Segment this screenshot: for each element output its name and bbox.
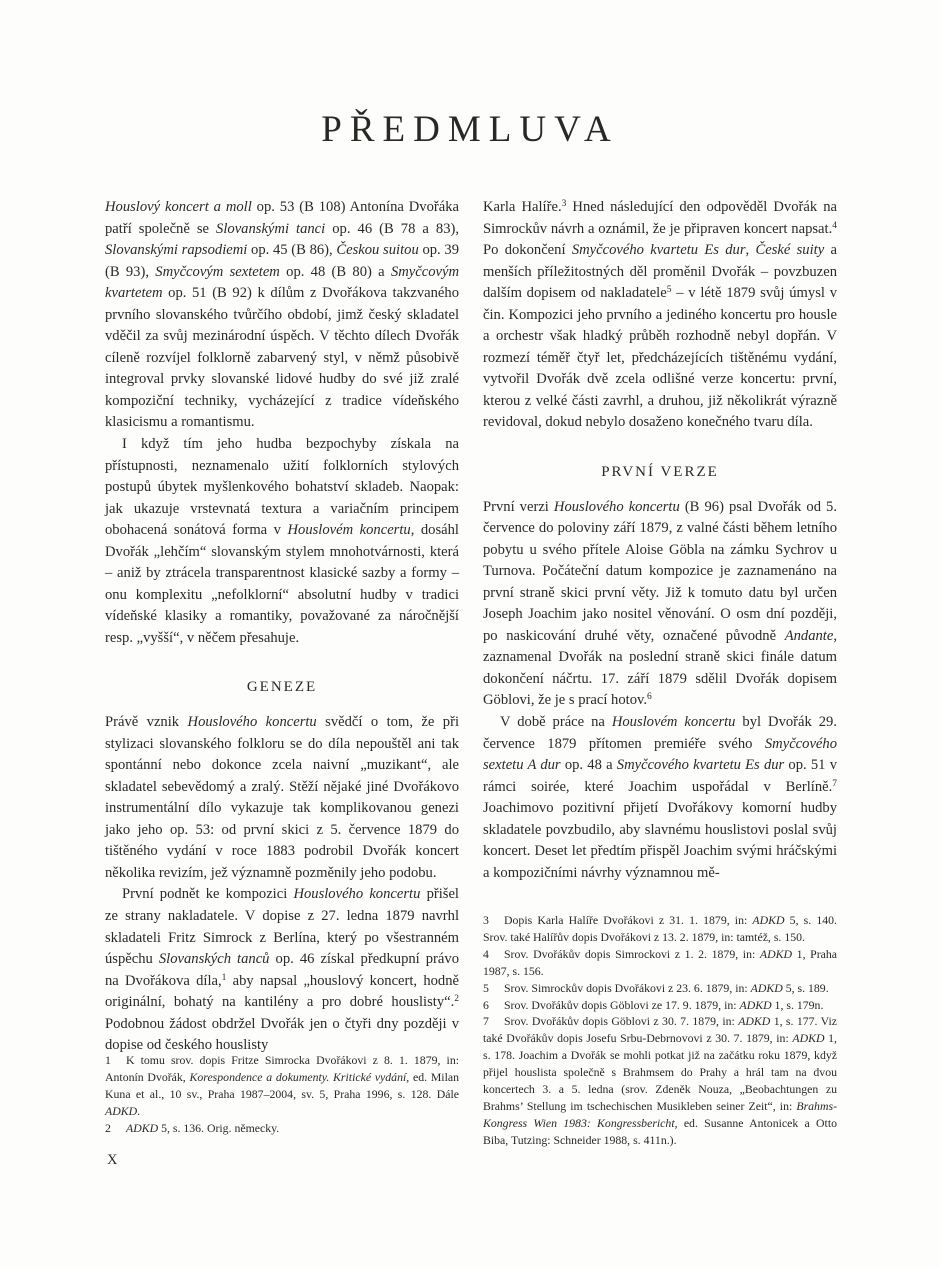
footnote: 4 Srov. Dvořákův dopis Simrockovi z 1. 2. 1879, in: ADKD 1, Praha 1987, s. 156. <box>483 946 838 978</box>
left-column-text <box>105 197 459 1057</box>
italic-text: Slovanských tanců <box>158 951 270 968</box>
right-column-footnotes <box>483 912 837 1149</box>
footnote: 7 Srov. Dvořákův dopis Göblovi z 30. 7. 1879, in: ADKD 1, s. 177. Viz také Dvořákův dopis Josefu Srbu-Debrnovovi z 30. 7. 1879, in: ADKD 1, s. 178. Joachim a Dvořák se mohli potkat již na začátku roku 1879, když přijel houslista společně s Brahmsem do Prahy a hrál tam na dvou koncertech 3. a 5. ledna (srov. Zdeněk Nouza, „Beobachtungen zu Brahms’ Stellung im tschechischen Musikleben seiner Zeit“, in: Brahms-Kongress Wien 1983: Kongressbericht, ed. Susanne Antonicek a Otto Biba, Tutzing: Schneider 1988, s. 411n.). <box>483 1014 838 1147</box>
italic-text: Andante <box>784 627 834 644</box>
italic-text: Houslový koncert a moll <box>105 199 252 215</box>
footnote: 5 Srov. Simrockův dopis Dvořákovi z 23. 6. 1879, in: ADKD 5, s. 189. <box>483 980 829 995</box>
paragraph: První verzi Houslového koncertu (B 96) psal Dvořák od 5. července do poloviny září 1879, z valné části během letního pobytu u svého přítele Aloise Göbla na zámku Sychrov u Turnova. Počáteční datum kompozice je zaznamenáno na první straně skici první věty. Již k tomuto datu byl určen Joseph Joachim jako nositel věnování. O osm dní později, po naskicování druhé věty, označené původně Andante, zaznamenal Dvořák na poslední straně skici finále datum dokončení náčrtu. 17. září 1879 sdělil Dvořák dopisem Göblovi, že je s prací hotov.$^6$ <box>483 498 837 709</box>
footnote-reference: 1 <box>221 972 227 983</box>
left-column-footnotes <box>105 1052 459 1137</box>
italic-text: Smyčcovým kvartetem <box>105 263 459 302</box>
italic-text: Houslovém koncertu <box>287 522 411 539</box>
footnote-reference: 4 <box>832 220 837 231</box>
footnote-reference: 5 <box>666 285 672 296</box>
italic-text: ADKD <box>739 997 772 1012</box>
italic-text: ADKD <box>752 913 785 927</box>
italic-text: Houslového koncertu <box>293 886 421 903</box>
italic-text: ADKD <box>126 1120 159 1135</box>
italic-text: Českou suitou <box>336 242 419 259</box>
italic-text: Smyčcovým sextetem <box>155 263 280 280</box>
section-heading: PRVNÍ VERZE <box>601 464 719 481</box>
footnote-number: 1 <box>105 1053 111 1067</box>
italic-text: Smyčcového sextetu A dur <box>483 735 837 774</box>
italic-text: Houslového koncertu <box>187 714 317 731</box>
footnote-reference: 3 <box>561 199 567 209</box>
footnote: 3 Dopis Karla Halíře Dvořákovi z 31. 1. 1879, in: ADKD 5, s. 140. Srov. také Halířův dopis Dvořákovi z 13. 2. 1879, in: tamtéž, s. 150. <box>483 913 837 944</box>
paragraph: V době práce na Houslovém koncertu byl Dvořák 29. července 1879 přítomen premiéře svého Smyčcového sextetu A dur op. 48 a Smyčcového kvartetu Es dur op. 51 v rámci soirée, které Joachim uspořádal v Berlíně.$^7$ Joachimovo pozitivní přijetí Dvořákovy komorní hudby skladatele povzbudilo, aby slavnému houslistovi poslal svůj koncert. Deset let předtím přispěl Joachim svými hráčskými a kompozičními návrhy významnou mě- <box>483 714 837 881</box>
right-column-text <box>483 197 837 884</box>
footnote-number: 7 <box>483 1014 489 1029</box>
footnote-reference: 7 <box>832 778 837 789</box>
italic-text: Smyčcového kvartetu Es dur <box>571 242 746 259</box>
page-title: PŘEDMLUVA <box>321 109 619 150</box>
italic-text: Slovanskými rapsodiemi <box>105 242 248 259</box>
italic-text: Houslovém koncertu <box>611 714 736 731</box>
paragraph: První podnět ke kompozici Houslového koncertu přišel ze strany nakladatele. V dopise z 27. ledna 1879 navrhl skladateli Fritz Simrock z Berlína, který po všestranném úspěchu Slovanských tanců op. 46 získal předkupní právo na Dvořákova díla,$^1$ aby napsal „houslový koncert, hodně originální, bohatý na kantilény a pro dobré houslisty“.$^2$ Podobnou žádost obdržel Dvořák jen o čtyři dny později v dopise od českého houslisty <box>105 886 459 1054</box>
footnote-number: 6 <box>483 997 489 1012</box>
italic-text: Korespondence a dokumenty. Kritické vydání <box>189 1069 407 1084</box>
footnote-number: 4 <box>483 946 489 961</box>
paragraph: Karla Halíře.$^3$ Hned následující den odpověděl Dvořák na Simrockův návrh a oznámil, že je připraven koncert napsat.$^4$ Po dokončení Smyčcového kvartetu Es dur, České suity a menších příležitostných děl proměnil Dvořák – povzbuzen dalším dopisem od nakladatele$^5$ – v létě 1879 svůj úmysl v čin. Kompozici jeho prvního a jediného koncertu pro housle a orchestr však hladký průběh rozhodně nebyl dopřán. V rozmezí téměř čtyř let, předcházejících tištěnému vydání, vytvořil Dvořák dvě zcela odlišné verze koncertu: první, kterou z velké části zavrhl, a druhou, již několikrát výrazně revidoval, dokud nebylo dosaženo konečného tvaru díla. <box>483 199 837 431</box>
footnote: 6 Srov. Dvořákův dopis Göblovi ze 17. 9. 1879, in: ADKD 1, s. 179n. <box>483 997 824 1012</box>
page-number: X <box>107 1152 118 1168</box>
footnote: 2 ADKD 5, s. 136. Orig. německy. <box>105 1120 280 1135</box>
section-heading: GENEZE <box>246 679 318 696</box>
italic-text: ADKD <box>750 980 783 995</box>
italic-text: ADKD <box>738 1014 771 1029</box>
italic-text: ADKD <box>759 946 793 961</box>
footnote-number: 2 <box>105 1120 111 1135</box>
italic-text: Houslového koncertu <box>553 498 680 515</box>
italic-text: Slovanskými tanci <box>216 220 326 237</box>
paragraph: Houslový koncert a moll op. 53 (B 108) Antonína Dvořáka patří společně se Slovanskými tanci op. 46 (B 78 a 83), Slovanskými rapsodiemi op. 45 (B 86), Českou suitou op. 39 (B 93), Smyčcovým sextetem op. 48 (B 80) a Smyčcovým kvartetem op. 51 (B 92) k dílům z Dvořákova takzvaného prvního slovanského tvůrčího období, jimž český skladatel vděčil za svůj mezinárodní úspěch. V těchto dílech Dvořák cíleně rozvíjel folklorně zabarvený styl, v němž působivě integroval prvky slovanské lidové hudby do své již zralé kompoziční techniky, vycházející z tradice vídeňského klasicismu a romantismu. <box>105 199 459 431</box>
footnote-number: 5 <box>483 980 489 995</box>
italic-text: ADKD <box>792 1031 825 1046</box>
italic-text: České suity <box>755 242 825 259</box>
paragraph: I když tím jeho hudba bezpochyby získala na přístupnosti, neznamenalo užití folklorních stylových postupů úbytek myšlenkového bohatství skladeb. Naopak: jak ukazuje vrstevnatá textura a variačním principem obohacená sonátová forma v Houslovém koncertu, dosáhl Dvořák „lehčím“ slovanským stylem mnohotvárnosti, která – aniž by ztrácela transparentnost klasické sazby a formy – onu komplexitu „nefolklorní“ absolutní hudby v tradici vídeňské klasiky a romantiky, považované za náročnější resp. „vyšší“, v něčem přesahuje. <box>105 436 459 646</box>
footnote-reference: 6 <box>647 692 652 703</box>
footnote-number: 3 <box>483 913 489 927</box>
paragraph: Právě vznik Houslového koncertu svědčí o tom, že při stylizaci slovanského folkloru se do díla nepouštěl ani tak spontánní nebo dokonce zcela naivní „muzikant“, ale skladatel sebevědomý a zralý. Stěží nějaké jiné Dvořákovo instrumentální dílo vykazuje tak komplikovanou genezi jako jeho op. 53: od první skici z 5. července 1879 do tištěného vydání v roce 1883 podrobil Dvořák koncert několika revizím, jež významně pozměnily jeho podobu. <box>105 714 459 881</box>
italic-text: ADKD <box>105 1103 138 1118</box>
italic-text: Smyčcového kvartetu Es dur <box>616 757 785 774</box>
italic-text: Brahms-Kongress Wien 1983: Kongressbericht <box>483 1098 837 1130</box>
footnote-reference: 2 <box>454 994 459 1005</box>
footnote: 1 K tomu srov. dopis Fritze Simrocka Dvořákovi z 8. 1. 1879, in: Antonín Dvořák, Korespondence a dokumenty. Kritické vydání, ed. Milan Kuna et al., 10 sv., Praha 1987–2004, sv. 5, Praha 1996, s. 128. Dále ADKD. <box>105 1053 459 1118</box>
